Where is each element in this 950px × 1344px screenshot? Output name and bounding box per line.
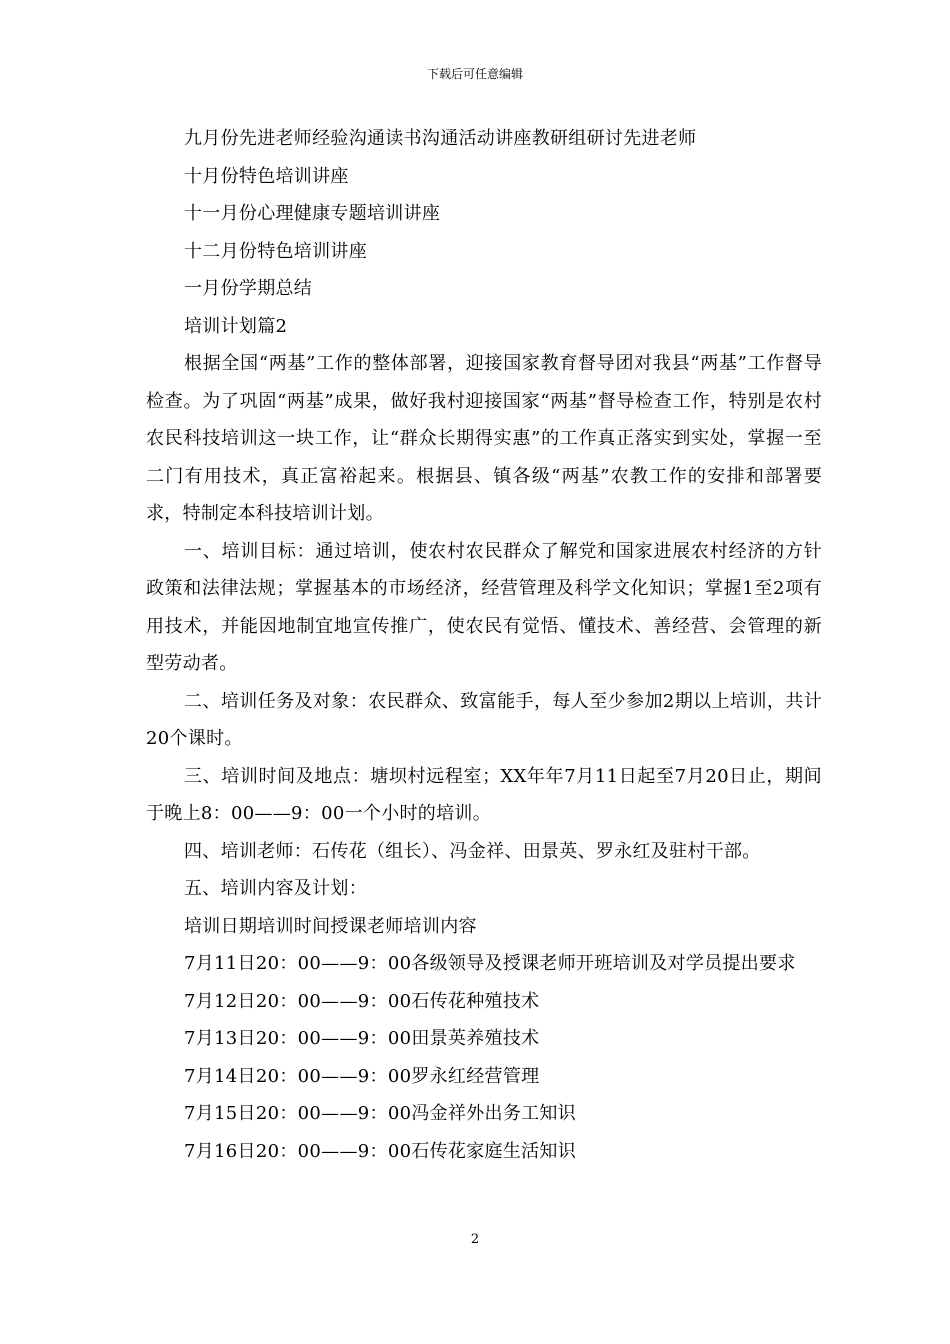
document-body <box>146 120 822 1170</box>
paragraph: 九月份先进老师经验沟通读书沟通活动讲座教研组研讨先进老师 <box>184 128 697 149</box>
paragraph: 十月份特色培训讲座 <box>184 165 349 187</box>
paragraph: 根据全国“两基”工作的整体部署，迎接国家教育督导团对我县“两基”工作督导检查。为了巩固“两基”成果，做好我村迎接国家“两基”督导检查工作，特别是农村农民科技培训这一块工作，让“群众长期得实惠”的工作真正落实到实处，掌握一至二门有用技术，真正富裕起来。根据县、镇各级“两基”农教工作的安排和部署要求，特制定本科技培训计划。 <box>146 353 822 524</box>
paragraph: 十二月份特色培训讲座 <box>184 240 367 262</box>
page-header-note: 下载后可任意编辑 <box>426 67 523 81</box>
schedule-header: 培训日期培训时间授课老师培训内容 <box>184 915 477 937</box>
paragraph: 五、培训内容及计划： <box>184 878 367 899</box>
schedule-row: 7月16日20：00——9：00石传花家庭生活知识 <box>184 1140 577 1162</box>
paragraph: 三、培训时间及地点：塘坝村远程室；XX年年7月11日起至7月20日止，期间于晚上8：00——9：00一个小时的培训。 <box>146 765 822 824</box>
schedule-row: 7月15日20：00——9：00冯金祥外出务工知识 <box>184 1103 577 1124</box>
schedule-row: 7月12日20：00——9：00石传花种殖技术 <box>184 990 540 1012</box>
schedule-row: 7月13日20：00——9：00田景英养殖技术 <box>184 1028 540 1049</box>
paragraph: 二、培训任务及对象：农民群众、致富能手，每人至少参加2期以上培训，共计20个课时。 <box>146 690 822 749</box>
page-number: 2 <box>470 1232 480 1247</box>
schedule-row: 7月11日20：00——9：00各级领导及授课老师开班培训及对学员提出要求 <box>184 953 796 974</box>
section-heading: 培训计划篇2 <box>184 315 288 337</box>
paragraph: 一、培训目标：通过培训，使农村农民群众了解党和国家进展农村经济的方针政策和法律法规；掌握基本的市场经济，经营管理及科学文化知识；掌握1至2项有用技术，并能因地制宜地宣传推广，使农民有觉悟、懂技术、善经营、会管理的新型劳动者。 <box>146 540 822 674</box>
paragraph: 一月份学期总结 <box>184 278 313 299</box>
schedule-row: 7月14日20：00——9：00罗永红经营管理 <box>184 1065 540 1087</box>
paragraph: 十一月份心理健康专题培训讲座 <box>184 203 441 224</box>
paragraph: 四、培训老师：石传花（组长）、冯金祥、田景英、罗永红及驻村干部。 <box>184 840 761 862</box>
